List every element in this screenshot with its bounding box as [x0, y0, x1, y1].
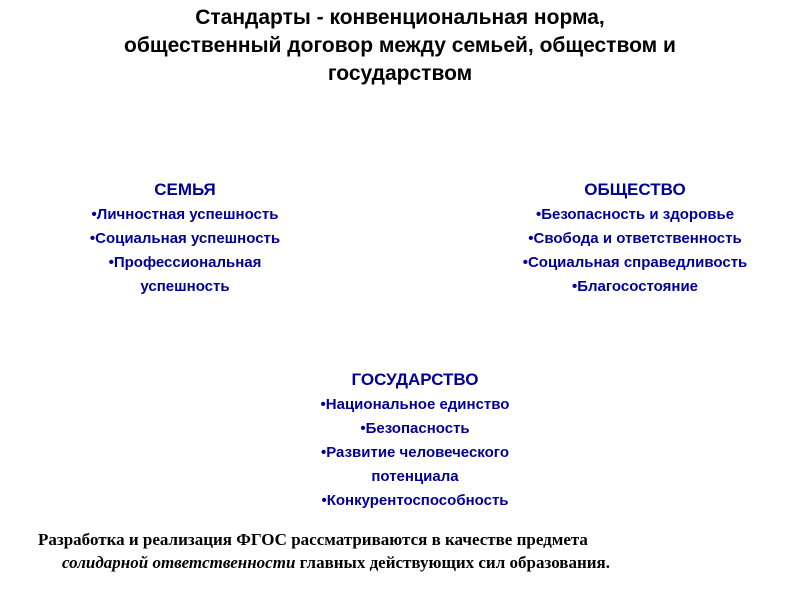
state-block — [270, 367, 560, 513]
state-item-text: •Безопасность — [360, 420, 470, 437]
society-item — [470, 275, 800, 299]
family-item-text: •Личностная успешность — [91, 206, 279, 223]
society-item — [470, 203, 800, 227]
family-item — [40, 227, 330, 251]
society-heading: ОБЩЕСТВО — [584, 180, 686, 199]
society-item-text: •Благосостояние — [571, 278, 699, 295]
state-item-text: •Развитие человеческого — [321, 444, 509, 461]
family-block — [40, 177, 330, 299]
footer-text: Разработка и реализация ФГОС рассматриваются в качестве предмета — [38, 530, 588, 549]
family-item — [40, 203, 330, 227]
title-line: государством — [327, 62, 473, 85]
footer-statement — [38, 528, 788, 574]
society-block — [470, 177, 800, 299]
footer-emphasis: солидарной ответственности — [62, 553, 296, 572]
state-item — [270, 489, 560, 513]
state-item — [270, 417, 560, 441]
family-item-text: •Профессиональная — [108, 254, 262, 271]
state-item — [270, 393, 560, 417]
society-item-text: •Свобода и ответственность — [528, 230, 742, 247]
title-line: общественный договор между семьей, обществом и — [124, 34, 676, 57]
society-item-text: •Безопасность и здоровье — [535, 206, 735, 223]
state-item-text: •Конкурентоспособность — [321, 492, 509, 509]
state-item-text: потенциала — [371, 468, 459, 485]
state-item — [270, 441, 560, 489]
society-item — [470, 251, 800, 275]
family-item — [40, 251, 330, 299]
page-title — [30, 4, 770, 88]
family-heading: СЕМЬЯ — [154, 180, 216, 199]
family-item-text: •Социальная успешность — [89, 230, 281, 247]
title-line: Стандарты - конвенциональная норма, — [195, 6, 605, 29]
footer-text: главных действующих сил образования. — [295, 553, 610, 572]
state-item-text: •Национальное единство — [320, 396, 510, 413]
footer-line — [38, 551, 788, 574]
family-item-text: успешность — [140, 278, 230, 295]
society-item-text: •Социальная справедливость — [522, 254, 748, 271]
state-heading: ГОСУДАРСТВО — [351, 370, 479, 389]
society-item — [470, 227, 800, 251]
